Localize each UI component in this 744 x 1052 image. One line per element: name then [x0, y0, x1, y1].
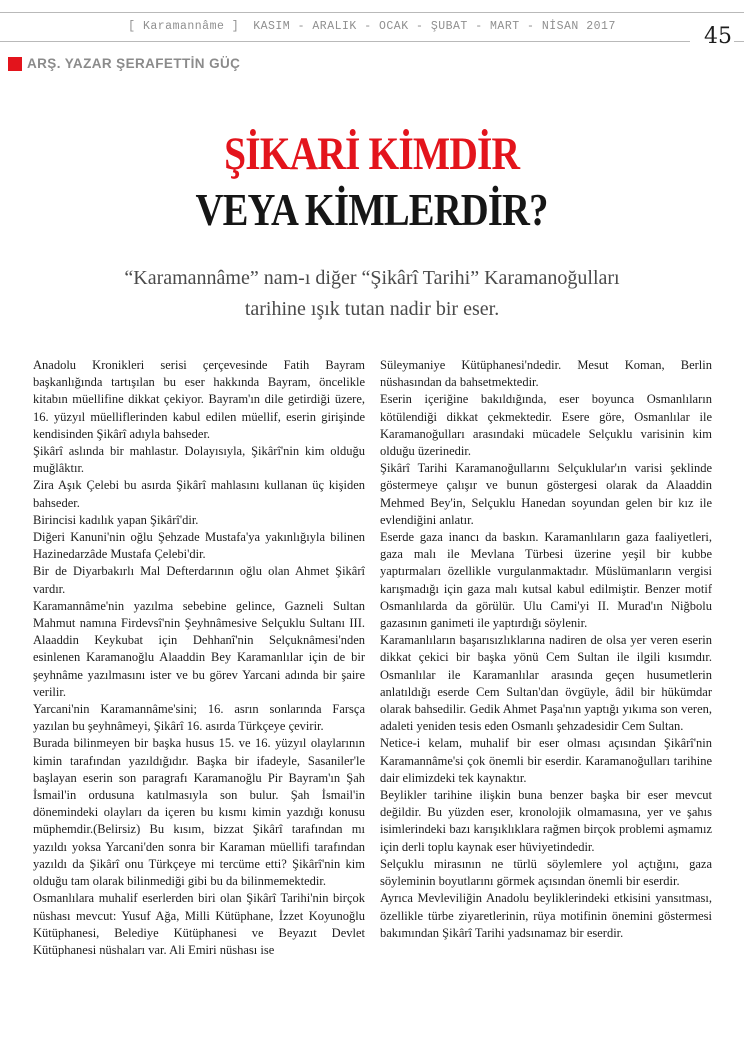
article-paragraph: Şikârî aslında bir mahlastır. Dolayısıyla, Şikârî'nin kim olduğu muğlâktır.	[33, 444, 365, 476]
headline-line-1: ŞİKARİ KİMDİR	[224, 128, 520, 180]
byline	[8, 56, 240, 71]
author-name: ARŞ. YAZAR ŞERAFETTİN GÜÇ	[27, 56, 241, 71]
issue-months: KASIM - ARALIK - OCAK - ŞUBAT - MART - NİSAN 2017	[253, 20, 616, 33]
right-column	[380, 357, 712, 1052]
running-head	[0, 12, 744, 49]
article-paragraph: Süleymaniye Kütüphanesi'ndedir. Mesut Koman, Berlin nüshasından da bahsetmektedir.	[380, 358, 712, 390]
article-paragraph: Selçuklu mirasının ne türlü söylemlere yol açtığını, gaza söyleminin boyutlarını görmek açısından önemli bir eserdir.	[380, 856, 712, 889]
article-paragraph: Bir de Diyarbakırlı Mal Defterdarının oğlu olan Ahmet Şikârî vardır.	[33, 564, 365, 596]
article-paragraph: Netice-i kelam, muhalif bir eser olması açısından Şikârî'nin Karamannâme'si çok önemli bir eserdir. Karamanoğulları tarihine dair elimizdeki tek kaynaktır.	[380, 736, 712, 785]
article-paragraph: Zira Aşık Çelebi bu asırda Şikârî mahlasını kullanan üç kişiden bahseder.	[33, 478, 365, 510]
running-head-text	[0, 13, 744, 41]
article-lede	[30, 263, 714, 325]
article-paragraph: Beylikler tarihine ilişkin buna benzer başka bir eser mevcut değildir. Bu yüzden eser, kronolojik olmamasına, yer ve şahıs isimlerindeki bazı karışıklıklara rağmen birçok problemi aşmamız için derli toplu kaynak eser hüviyetindedir.	[380, 788, 712, 854]
article-paragraph: Ayrıca Mevleviliğin Anadolu beyliklerindeki etkisini yansıtması, özellikle türbe ziyaretlerinin, rüya motifinin önemini göstermesi bakımından Şikârî Tarihi yadsınamaz bir eserdir.	[380, 891, 712, 940]
lede-line-2: tarihine ışık tutan nadir bir eser.	[244, 298, 500, 320]
article-paragraph: Yarcani'nin Karamannâme'sini; 16. asrın sonlarında Farsça yazılan bu şeyhnâmeyi, Şikârî 16. asırda Türkçeye çevirir.	[33, 702, 365, 734]
article-paragraph: Osmanlılara muhalif eserlerden biri olan Şikârî Tarihi'nin birçok nüshası mevcut: Yusuf Ağa, Milli Kütüphane, İzzet Koyunoğlu Kütüphanesi, Belediye Kütüphanesi ve Beyazıt Devlet Kütüphanesi nüshaları var. Ali Emiri nüshası ise	[33, 891, 365, 957]
article-paragraph: Burada bilinmeyen bir başka husus 15. ve 16. yüzyıl olaylarının kimin tarafından yazıldığıdır. Başka bir ifadeyle, Sasaniler'le başlayan eserin son paragrafı Karamanoğlu Pir Bayram'ın Şah İsmail'in ordusuna katılmasıyla son bulur. Şah İsmail'in dönemindeki olayları da içeren bu kısmı kimin yazdığı konusu müphemdir.(Belirsiz) Bu kısım, bizzat Şikârî tarafından mı yazıldı yoksa Yarcani'den sonra bir Karaman müellifi tarafından yazıldı da Şikârî onu Türkçeye mi tercüme etti? Şikârî'nin kim olduğu tam olarak bilinmediği gibi bu da bilinmemektedir.	[33, 736, 365, 889]
article-paragraph: Birincisi kadılık yapan Şikârî'dir.	[33, 512, 199, 527]
article-paragraph: Şikârî Tarihi Karamanoğullarını Selçuklular'ın varisi şeklinde göstermeye çalışır ve bunun göstergesi olarak da Alaaddin Mehmed Bey'in, Selçuklu Hanedan soyundan gelen bir kız ile evlendiğini anlatır.	[380, 461, 712, 527]
page-number: 45	[690, 22, 734, 52]
article-paragraph: Diğeri Kanuni'nin oğlu Şehzade Mustafa'ya yakınlığıyla bilinen Hazinedarzâde Mustafa Çelebi'dir.	[33, 530, 365, 562]
article-paragraph: Eserin içeriğine bakıldığında, eser boyunca Osmanlıların kötülendiği dikkat çekmektedir. Esere göre, Osmanlılar ile Karamanoğulları arasındaki mücadele Selçuklu varisinin kim olduğu üzerinedir.	[380, 392, 712, 459]
article-paragraph: Karamannâme'nin yazılma sebebine gelince, Gazneli Sultan Mahmut namına Firdevsî'nin Şeyhnâmesive Selçuklu Sultanı III. Alaaddin Keykubat için Dehhanî'nin Selçuknâmesi'nden esinlenen Karamanoğlu Alaaddin Bey Karamanlılar için de bir şeyhnâme yazılmasını ister ve bu görev Yarcani adında bir şaire verilir.	[33, 598, 365, 699]
article-paragraph: Eserde gaza inancı da baskın. Karamanlıların gaza faaliyetleri, gaza malı ile Mevlana Türbesi üzerine yeşil bir kubbe yaptırmaları özellikle vurgulanmaktadır. Müslümanların vergisi karışmadığı için gaza malı kutsal kabul edilmiştir. Benzer motif Osmanlılarda da görülür. Ulu Cami'yi II. Murad'ın Niğbolu gazasının ganimeti ile yaptırdığı söylenir.	[380, 530, 712, 631]
lede-line-1: “Karamannâme” nam-ı diğer “Şikârî Tarihi” Karamanoğulları	[124, 267, 620, 289]
headline-line-2: VEYA KİMLERDİR?	[195, 184, 549, 235]
article-paragraph: Karamanlıların başarısızlıklarına nadiren de olsa yer veren eserin dikkat çekici bir başka yönü Cem Sultan ile ilgili kısımdır. Osmanlılar ile Karamanlılar arasında geçen husumetlerin anlatıldığı eserde Cem Sultan'dan övgüyle, âdil bir hükümdar olarak bahsedilir. Gedik Ahmet Paşa'nın yaptığı yıkıma son veren, adaleti yeniden tesis eden Osmanlı şehzadesidir Cem Sultan.	[380, 633, 712, 734]
red-square-marker-icon	[8, 57, 22, 71]
left-column	[33, 357, 365, 1052]
article-paragraph: Anadolu Kronikleri serisi çerçevesinde Fatih Bayram başkanlığında tartışılan bu eser hakkında Bayram, öncelikle kitabın müellifine dikkat çekiyor. Bayram'ın dile getirdiği üzere, 16. yüzyıl müelliflerinden kabul edilen müellif, eserin girişinde kendisinden Şikârî adıyla bahseder.	[33, 358, 365, 441]
magazine-name: [ Karamannâme ]	[128, 20, 240, 33]
article-headline	[0, 126, 744, 238]
article-body	[33, 357, 712, 1052]
